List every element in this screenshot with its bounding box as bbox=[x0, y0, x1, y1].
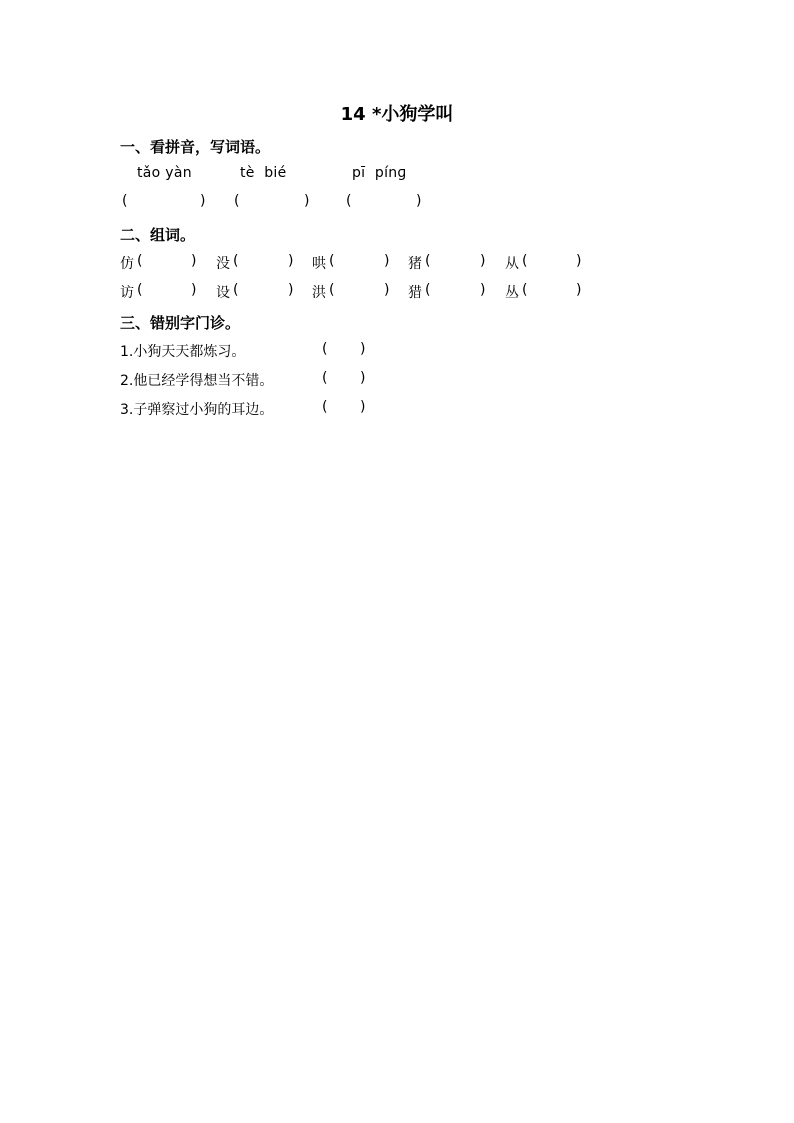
correction-item-3: 3.子弹察过小狗的耳边。 bbox=[120, 402, 274, 418]
answer-blank-3-open: ( bbox=[346, 193, 352, 209]
char-row1-4: 猪 bbox=[408, 256, 422, 272]
correction-item-2: 2.他已经学得想当不错。 bbox=[120, 373, 274, 389]
blank-row1-3-close: ) bbox=[384, 253, 390, 269]
answer-blank-2-open: ( bbox=[234, 193, 240, 209]
blank-row1-2-close: ) bbox=[288, 253, 294, 269]
blank-row1-1-close: ) bbox=[191, 253, 197, 269]
blank-row2-3-close: ) bbox=[384, 282, 390, 298]
blank-row1-4-open: ( bbox=[425, 253, 431, 269]
blank-row2-2-close: ) bbox=[288, 282, 294, 298]
correction-blank-1-open: ( bbox=[322, 341, 328, 357]
correction-blank-2-close: ) bbox=[360, 370, 366, 386]
answer-blank-2-close: ) bbox=[304, 193, 310, 209]
answer-blank-3-close: ) bbox=[416, 193, 422, 209]
correction-blank-3-close: ) bbox=[360, 399, 366, 415]
section2-heading: 二、组词。 bbox=[120, 226, 196, 244]
blank-row1-3-open: ( bbox=[329, 253, 335, 269]
pinyin-3: pī pínɡ bbox=[352, 165, 407, 181]
char-row2-3: 洪 bbox=[312, 285, 326, 301]
blank-row1-5-open: ( bbox=[522, 253, 528, 269]
blank-row1-2-open: ( bbox=[233, 253, 239, 269]
answer-blank-1-open: ( bbox=[122, 193, 128, 209]
correction-blank-1-close: ) bbox=[360, 341, 366, 357]
blank-row2-5-open: ( bbox=[522, 282, 528, 298]
char-row2-2: 设 bbox=[216, 285, 230, 301]
blank-row2-4-open: ( bbox=[425, 282, 431, 298]
char-row2-4: 猎 bbox=[408, 285, 422, 301]
answer-blank-1-close: ) bbox=[200, 193, 206, 209]
blank-row2-2-open: ( bbox=[233, 282, 239, 298]
correction-blank-3-open: ( bbox=[322, 399, 328, 415]
blank-row1-5-close: ) bbox=[576, 253, 582, 269]
char-row1-2: 没 bbox=[216, 256, 230, 272]
correction-item-1: 1.小狗天天都炼习。 bbox=[120, 344, 246, 360]
pinyin-1: tǎo yàn bbox=[137, 165, 192, 181]
section3-heading: 三、错别字门诊。 bbox=[120, 314, 241, 332]
correction-blank-2-open: ( bbox=[322, 370, 328, 386]
blank-row1-4-close: ) bbox=[480, 253, 486, 269]
page-title: 14 *小狗学叫 bbox=[340, 104, 454, 125]
blank-row2-1-open: ( bbox=[137, 282, 143, 298]
pinyin-2: tè bié bbox=[240, 165, 287, 181]
char-row2-5: 丛 bbox=[505, 285, 519, 301]
blank-row2-5-close: ) bbox=[576, 282, 582, 298]
char-row2-1: 访 bbox=[120, 285, 134, 301]
char-row1-3: 哄 bbox=[312, 256, 326, 272]
blank-row2-3-open: ( bbox=[329, 282, 335, 298]
char-row1-5: 从 bbox=[505, 256, 519, 272]
section1-heading: 一、看拼音，写词语。 bbox=[120, 138, 271, 156]
blank-row2-1-close: ) bbox=[191, 282, 197, 298]
blank-row2-4-close: ) bbox=[480, 282, 486, 298]
blank-row1-1-open: ( bbox=[137, 253, 143, 269]
char-row1-1: 仿 bbox=[120, 256, 134, 272]
